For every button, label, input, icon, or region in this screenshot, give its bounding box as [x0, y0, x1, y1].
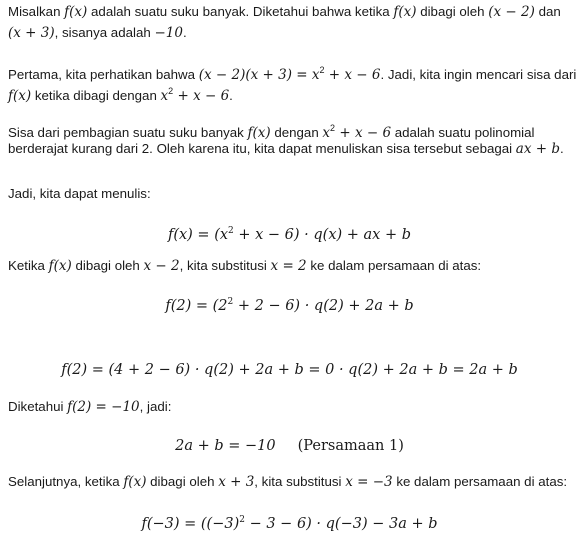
text-run: dibagi oleh: [146, 474, 219, 489]
text-run: Diketahui: [8, 399, 68, 414]
math-expression: + x − 6: [335, 125, 392, 141]
text-run: adalah suatu suku banyak. Diketahui bahwa ketika: [87, 4, 394, 19]
math-expression: + x − 6: [324, 67, 381, 83]
text-run: dibagi oleh: [416, 4, 489, 19]
math-expression: f(x): [8, 88, 32, 104]
math-expression: x: [160, 88, 169, 104]
superscript: 2: [239, 515, 245, 525]
superscript: 2: [228, 226, 234, 236]
text-run: Pertama, kita perhatikan bahwa: [8, 67, 199, 82]
text-line: [8, 23, 187, 43]
text-run: dan: [534, 4, 561, 19]
math-expression: f(x): [247, 125, 271, 141]
text-run: .: [560, 141, 564, 156]
text-run: ke dalam persamaan di atas:: [306, 258, 482, 273]
math-expression: x − 2: [143, 258, 180, 274]
text-run: (Persamaan 1): [297, 438, 404, 454]
text-line: [8, 139, 564, 159]
math-expression: x + 3: [218, 474, 255, 490]
text-line: [8, 2, 561, 22]
math-expression: f(2) = (4 + 2 − 6) · q(2) + 2a + b = 0 · q(2) + 2a + b = 2a + b: [61, 362, 518, 378]
math-expression: + x − 6: [173, 88, 230, 104]
superscript: 2: [168, 86, 174, 96]
superscript: 2: [319, 65, 325, 75]
text-line: [8, 256, 481, 276]
text-run: .: [182, 25, 187, 40]
math-expression: f(x): [123, 474, 147, 490]
text-line: [8, 81, 233, 106]
text-line: [8, 397, 171, 417]
text-run: Sisa dari pembagian suatu suku banyak: [8, 125, 248, 140]
math-expression: f(x): [393, 4, 417, 20]
text-run: ke dalam persamaan di atas:: [392, 474, 568, 489]
text-run: ketika dibagi dengan: [31, 88, 161, 103]
text-run: .: [229, 88, 233, 103]
display-equation: [0, 221, 579, 245]
text-run: berderajat kurang dari 2. Oleh karena itu, kita dapat menuliskan sisa tersebut sebagai: [8, 141, 516, 156]
math-expression: (x − 2): [488, 4, 535, 20]
text-run: Misalkan: [8, 4, 65, 19]
math-expression: − 3 − 6) · q(−3) − 3a + b: [244, 516, 438, 532]
math-expression: x: [322, 125, 331, 141]
text-run: , jadi:: [139, 399, 172, 414]
display-equation: [0, 510, 579, 534]
math-expression: ax + b: [515, 141, 560, 157]
math-expression: (x + 3): [8, 25, 55, 41]
display-equation: [0, 292, 579, 316]
math-expression: −10: [154, 25, 183, 41]
superscript: 2: [227, 297, 234, 307]
text-run: , kita substitusi: [179, 258, 271, 273]
math-expression: x = −3: [345, 474, 393, 490]
text-run: Selanjutnya, ketika: [8, 474, 124, 489]
text-run: Jadi, kita dapat menulis:: [8, 186, 151, 201]
text-line: [8, 184, 151, 204]
math-expression: f(−3) = ((−3): [141, 516, 240, 532]
text-run: . Jadi, kita ingin mencari sisa dari: [380, 67, 577, 82]
math-expression: f(x): [64, 4, 88, 20]
superscript: 2: [330, 123, 336, 133]
text-run: Ketika: [8, 258, 49, 273]
math-expression: f(x) = (x: [167, 227, 229, 243]
text-run: adalah suatu polinomial: [391, 125, 535, 140]
text-run: dengan: [270, 125, 323, 140]
display-equation: [0, 360, 579, 380]
display-equation: [0, 436, 579, 456]
text-run: dibagi oleh: [71, 258, 144, 273]
math-expression: x = 2: [270, 258, 307, 274]
math-expression: (x − 2)(x + 3) = x: [198, 67, 320, 83]
math-expression: f(2) = −10: [67, 399, 140, 415]
text-line: [8, 472, 567, 492]
math-expression: + x − 6) · q(x) + ax + b: [233, 227, 412, 243]
math-expression: 2a + b = −10: [175, 438, 276, 454]
math-expression: + 2 − 6) · q(2) + 2a + b: [233, 298, 414, 314]
math-expression: f(x): [48, 258, 72, 274]
math-expression: f(2) = (2: [165, 298, 228, 314]
text-run: , kita substitusi: [254, 474, 346, 489]
text-run: , sisanya adalah: [54, 25, 155, 40]
